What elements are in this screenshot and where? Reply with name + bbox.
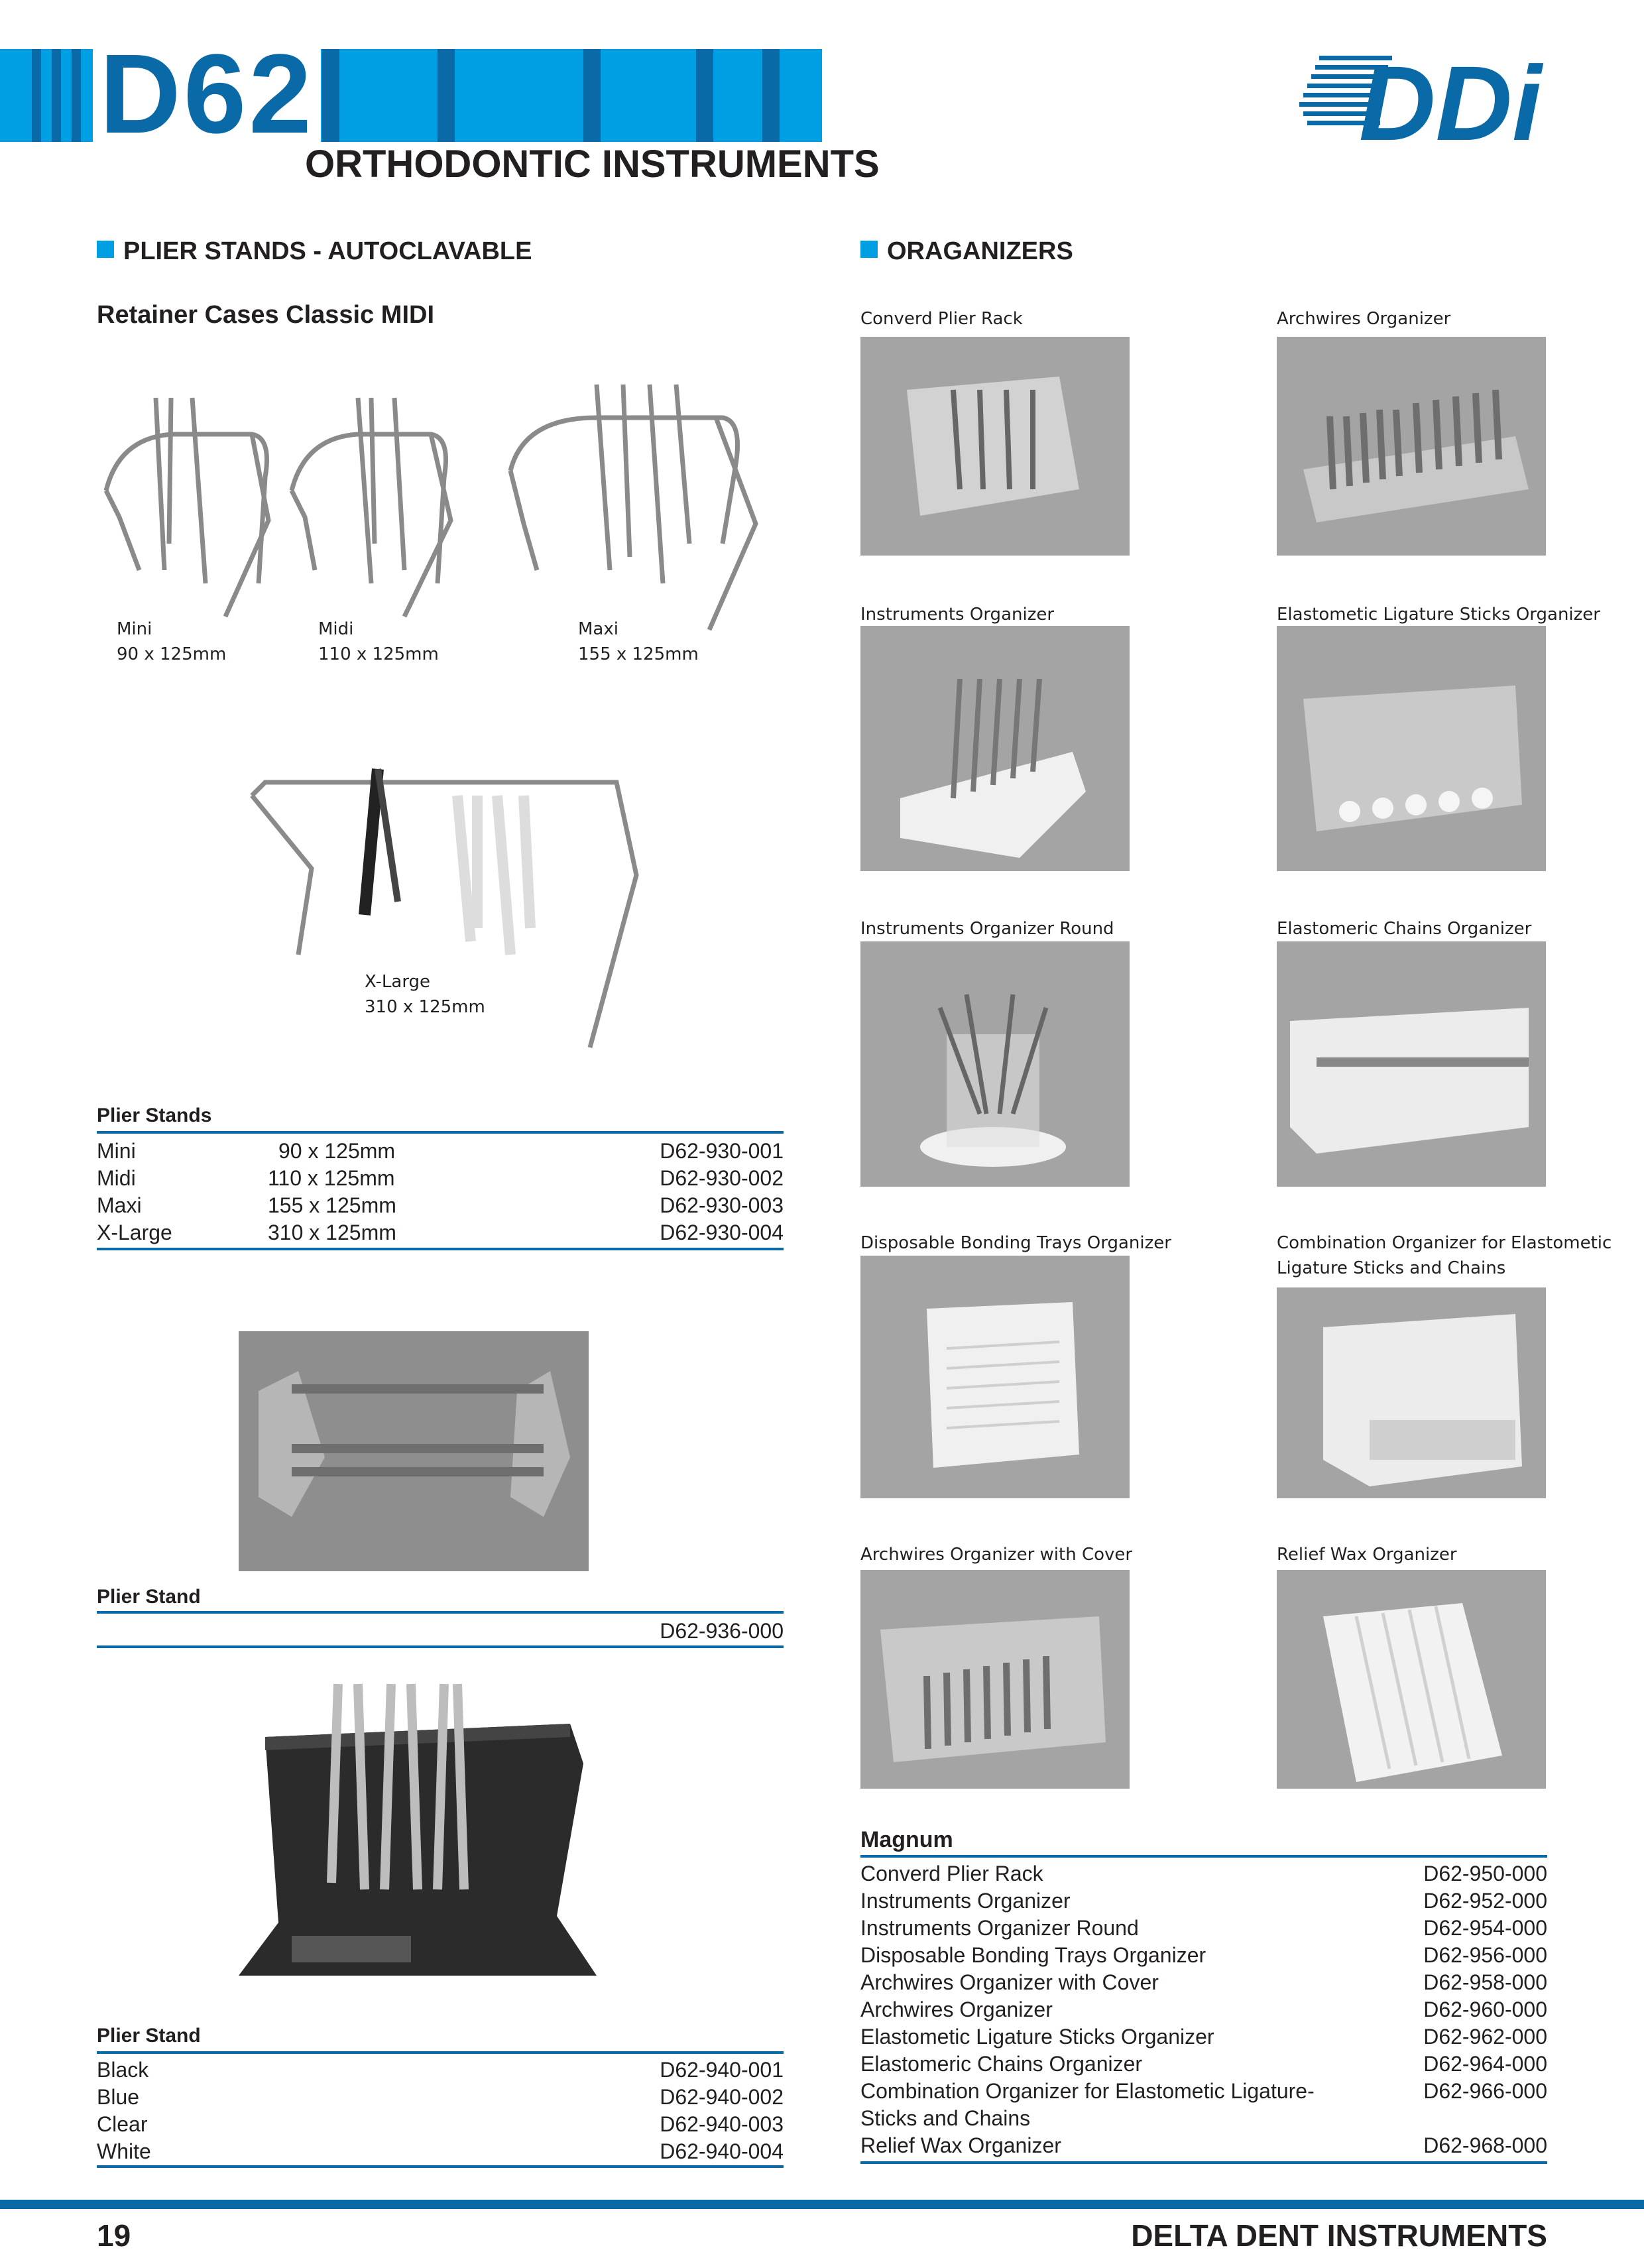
ddi-logo (1299, 44, 1551, 150)
caption-instruments-organizer-round: Instruments Organizer Round (860, 919, 1114, 939)
section-plier-stands (97, 237, 532, 266)
table-row: Instruments Organizer (860, 1889, 1071, 1913)
header-stripe (32, 49, 41, 142)
table-rule (97, 2051, 784, 2054)
header-stripe (72, 49, 81, 142)
caption-mini (117, 617, 226, 667)
converd-plier-rack-photo (860, 337, 1130, 556)
table-row: 90 x 125mm (278, 1139, 396, 1163)
caption-size: 155 x 125mm (578, 644, 699, 664)
instruments-organizer-round-photo (860, 941, 1130, 1187)
table-row: Instruments Organizer Round (860, 1916, 1139, 1940)
table-row: X-Large (97, 1221, 172, 1244)
footer-bar (0, 2200, 1644, 2209)
header-stripe (583, 49, 601, 142)
table-row: Archwires Organizer with Cover (860, 1970, 1159, 1994)
table-row: Maxi (97, 1193, 142, 1217)
table-row: D62-960-000 (1423, 1998, 1547, 2021)
table-row: Combination Organizer for Elastometic Ligature- (860, 2079, 1315, 2103)
bonding-trays-organizer-photo (860, 1256, 1130, 1498)
table-row: D62-940-002 (660, 2085, 784, 2109)
relief-wax-organizer-photo (1277, 1570, 1546, 1789)
table-row: D62-964-000 (1423, 2052, 1547, 2076)
table-row: D62-940-003 (660, 2112, 784, 2136)
page-number: 19 (97, 2218, 131, 2253)
table-row: Converd Plier Rack (860, 1862, 1043, 1885)
table-row: 310 x 125mm (268, 1221, 396, 1244)
caption-midi (318, 617, 439, 667)
plier-stands-illustration (93, 371, 789, 636)
page-title: ORTHODONTIC INSTRUMENTS (305, 143, 880, 186)
table-row: D62-954-000 (1423, 1916, 1547, 1940)
caption-maxi (578, 617, 699, 667)
caption-converd-plier-rack: Converd Plier Rack (860, 309, 1023, 329)
archwires-organizer-photo (1277, 337, 1546, 556)
caption-xlarge (365, 969, 485, 1020)
table-row: Black (97, 2058, 149, 2082)
table-row: D62-936-000 (660, 1619, 784, 1643)
caption-size: 90 x 125mm (117, 644, 227, 664)
ligature-sticks-organizer-photo (1277, 626, 1546, 871)
header-stripe (762, 49, 780, 142)
table-row: D62-940-004 (660, 2139, 784, 2163)
magnum-table-title: Magnum (860, 1827, 953, 1852)
combination-organizer-photo (1277, 1287, 1546, 1498)
table-rule (860, 2161, 1547, 2164)
table-row: D62-930-002 (660, 1166, 784, 1190)
table-row: D62-956-000 (1423, 1943, 1547, 1967)
section-organizers (860, 237, 1073, 266)
caption-bonding-trays-organizer: Disposable Bonding Trays Organizer (860, 1233, 1171, 1253)
table-row: Elastomeric Chains Organizer (860, 2052, 1143, 2076)
section-marker (97, 241, 114, 258)
table-rule (97, 1131, 784, 1134)
footer-brand: DELTA DENT INSTRUMENTS (1131, 2218, 1547, 2253)
table-rule (97, 1248, 784, 1250)
caption-ligature-sticks-organizer: Elastometic Ligature Sticks Organizer (1277, 605, 1600, 625)
logo-text: DDi (1359, 44, 1542, 150)
table-rule (97, 1611, 784, 1614)
table-row: Disposable Bonding Trays Organizer (860, 1943, 1206, 1967)
plier-stand-table-title: Plier Stand (97, 1586, 201, 1608)
caption-archwires-organizer-cover: Archwires Organizer with Cover (860, 1545, 1133, 1565)
table-row: D62-930-001 (660, 1139, 784, 1163)
table-row: D62-968-000 (1423, 2133, 1547, 2157)
table-row: Mini (97, 1139, 136, 1163)
table-row: D62-952-000 (1423, 1889, 1547, 1913)
caption-combination-organizer-line2: Ligature Sticks and Chains (1277, 1258, 1506, 1278)
caption-instruments-organizer: Instruments Organizer (860, 605, 1055, 625)
caption-archwires-organizer: Archwires Organizer (1277, 309, 1451, 329)
caption-relief-wax-organizer: Relief Wax Organizer (1277, 1545, 1457, 1565)
table-row: 110 x 125mm (268, 1166, 395, 1190)
table-row: D62-966-000 (1423, 2079, 1547, 2103)
table-row: 155 x 125mm (268, 1193, 396, 1217)
caption-name: Midi (318, 619, 354, 639)
plier-stands-table-title: Plier Stands (97, 1104, 212, 1126)
table-row: Clear (97, 2112, 148, 2136)
table-row: Elastometic Ligature Sticks Organizer (860, 2025, 1214, 2049)
caption-elastomeric-chains-organizer: Elastomeric Chains Organizer (1277, 919, 1532, 939)
table-row: D62-950-000 (1423, 1862, 1547, 1885)
header-stripe (322, 49, 339, 142)
table-rule (97, 1645, 784, 1648)
table-row: White (97, 2139, 151, 2163)
table-rule (97, 2165, 784, 2168)
archwires-organizer-cover-photo (860, 1570, 1130, 1789)
catalog-code: D62 (93, 41, 321, 147)
table-row: D62-962-000 (1423, 2025, 1547, 2049)
acrylic-plier-stand-photo (239, 1331, 589, 1571)
caption-name: Maxi (578, 619, 618, 639)
table-row: D62-958-000 (1423, 1970, 1547, 1994)
caption-size: 110 x 125mm (318, 644, 439, 664)
section-marker (860, 241, 878, 258)
instruments-organizer-photo (860, 626, 1130, 871)
table-rule (860, 1855, 1547, 1858)
elastomeric-chains-organizer-photo (1277, 941, 1546, 1187)
table-row: Midi (97, 1166, 136, 1190)
section-title: ORAGANIZERS (887, 237, 1073, 265)
table-row: Sticks and Chains (860, 2106, 1031, 2130)
table-row: D62-940-001 (660, 2058, 784, 2082)
header-stripe (438, 49, 455, 142)
caption-size: 310 x 125mm (365, 997, 485, 1017)
table-row: Relief Wax Organizer (860, 2133, 1061, 2157)
caption-name: X-Large (365, 972, 431, 992)
header-stripe (696, 49, 713, 142)
table-row: D62-930-003 (660, 1193, 784, 1217)
black-plier-stand-photo (225, 1671, 610, 1982)
table-row: D62-930-004 (660, 1221, 784, 1244)
table-row: Blue (97, 2085, 140, 2109)
section-title: PLIER STANDS - AUTOCLAVABLE (123, 237, 532, 265)
caption-combination-organizer-line1: Combination Organizer for Elastometic (1277, 1233, 1612, 1253)
header-stripe (52, 49, 61, 142)
table-row: Archwires Organizer (860, 1998, 1053, 2021)
section-subtitle: Retainer Cases Classic MIDI (97, 301, 435, 329)
plier-stand-colors-title: Plier Stand (97, 2025, 201, 2047)
caption-name: Mini (117, 619, 152, 639)
